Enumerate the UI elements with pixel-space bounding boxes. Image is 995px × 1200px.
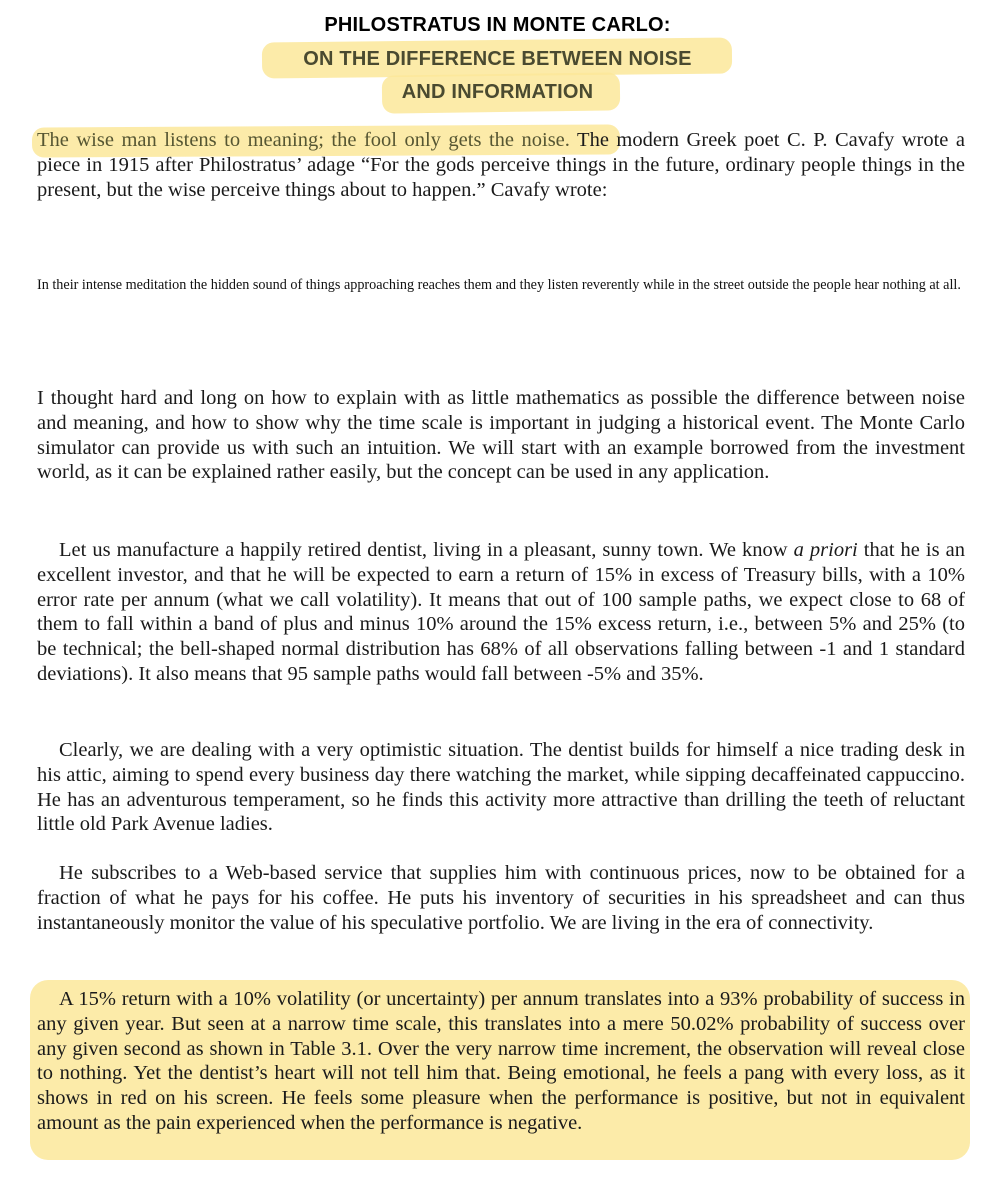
dentist-text-a: Let us manufacture a happily retired dentist, living in a pleasant, sunny town. We know — [59, 539, 794, 561]
chapter-title: PHILOSTRATUS IN MONTE CARLO: — [324, 14, 671, 36]
dentist-text-b: that he is an excellent investor, and that he will be expected to earn a return of 15% in excess of Treasury bills, with a 10% error rate per annum (what we call volatility). It means that out of 100 sample paths, we expect close to 68 of them to fall within a band of plus and minus 10% around the 15% excess return, i.e., between 5% and 25% (to be technical; the bell-shaped normal distribution has 68% of all observations falling between -1 and 1 standard deviations). It also means that 95 sample paths would fall between -5% and 35%. — [37, 539, 965, 685]
paragraph-volatility: A 15% return with a 10% volatility (or uncertainty) per annum translates into a 93% probability of success in any given year. But seen at a narrow time scale, this translates into a mere 50.02% probability of success over any given second as shown in Table 3.1. Over the very narrow time increment, the observation will reveal close to nothing. Yet the dentist’s heart will not tell him that. Being emotional, he feels a pang with every loss, as it shows in red on his screen. He feels some pleasure when the performance is positive, but not in equivalent amount as the pain experienced when the performance is negative. — [37, 988, 965, 1134]
intro-paragraph — [37, 128, 965, 202]
paragraph-dentist — [37, 538, 965, 687]
paragraph-noise-meaning: I thought hard and long on how to explain with as little mathematics as possible the difference between noise and meaning, and how to show why the time scale is important in judging a historical event. The Monte Carlo simulator can provide us with such an intuition. We will start with an example borrowed from the investment world, as it can be explained rather easily, but the concept can be used in any application. — [37, 387, 965, 484]
chapter-subtitle-line1: ON THE DIFFERENCE BETWEEN NOISE — [303, 48, 692, 70]
paragraph-web-service: He subscribes to a Web-based service that supplies him with continuous prices, now to be obtained for a fraction of what he pays for his coffee. He puts his inventory of securities in his spreadsheet and can thus instantaneously monitor the value of his speculative portfolio. We are living in the era of connectivity. — [37, 862, 965, 934]
dentist-text-italic: a priori — [793, 539, 858, 561]
cavafy-quote: In their intense meditation the hidden sound of things approaching reaches them and they listen reverently while in the street outside the people hear nothing at all. — [37, 277, 961, 293]
chapter-subtitle-line2: AND INFORMATION — [401, 81, 594, 103]
intro-rest: The modern Greek poet C. P. Cavafy wrote a piece in 1915 after Philostratus’ adage “For the gods perceive things in the future, ordinary people things in the present, but the wise perceive things about to happen.” Cavafy wrote: — [37, 129, 965, 201]
paragraph-optimistic: Clearly, we are dealing with a very optimistic situation. The dentist builds for himself a nice trading desk in his attic, aiming to spend every business day there watching the market, while sipping decaffeinated cappuccino. He has an adventurous temperament, so he finds this activity more attractive than drilling the teeth of reluctant little old Park Avenue ladies. — [37, 739, 965, 836]
intro-lead-sentence: The wise man listens to meaning; the fool only gets the noise. — [37, 129, 570, 151]
